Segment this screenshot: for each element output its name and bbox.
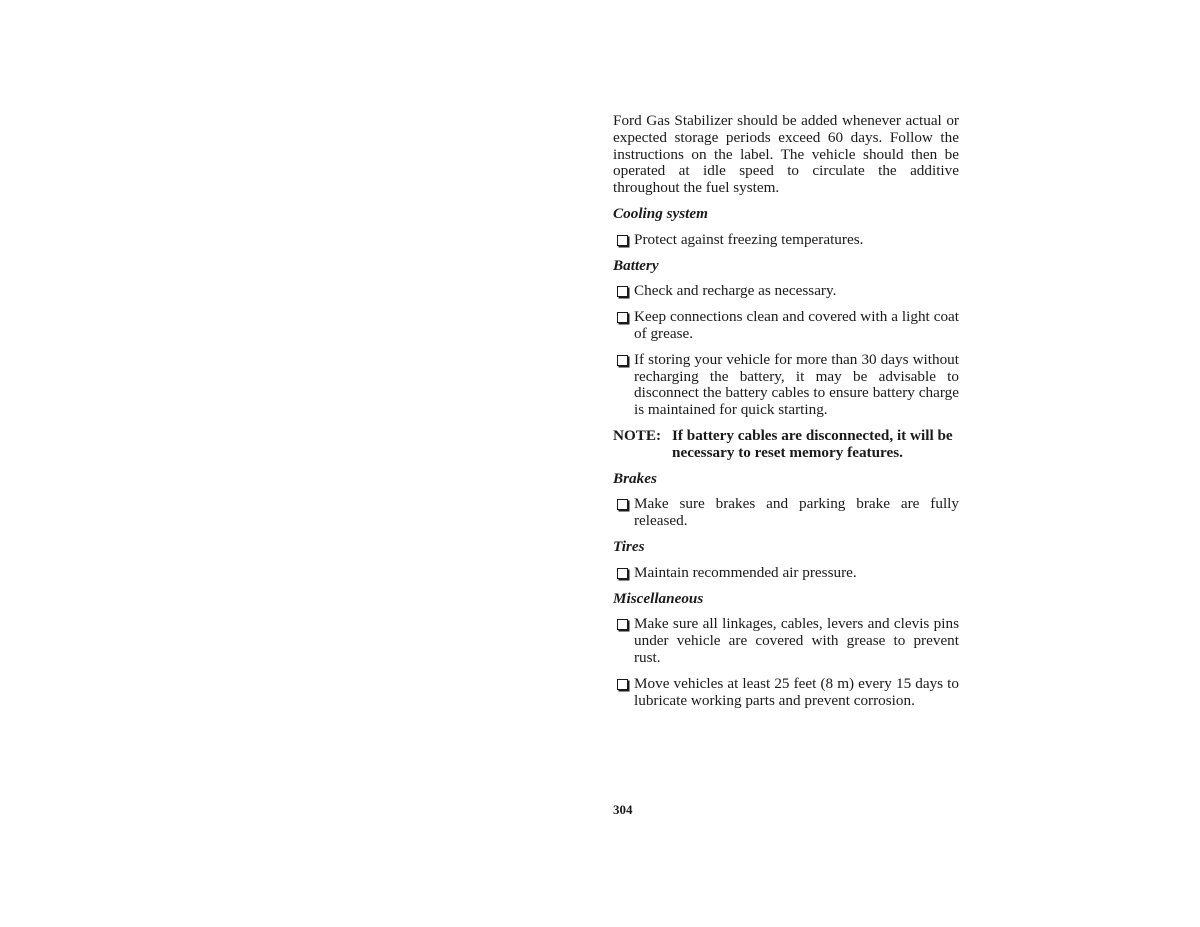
checkbox-bullet-icon	[617, 568, 628, 579]
list-item-text: Move vehicles at least 25 feet (8 m) every 15 days to lubricate working parts and prevent corrosion.	[634, 674, 959, 709]
checkbox-bullet-icon	[617, 499, 628, 510]
miscellaneous-heading: Miscellaneous	[613, 589, 704, 607]
checkbox-bullet-icon	[617, 286, 628, 297]
checkbox-bullet-icon	[617, 355, 628, 366]
page-number: 304	[613, 802, 633, 817]
battery-heading: Battery	[613, 256, 659, 274]
list-item-text: Keep connections clean and covered with a light coat of grease.	[634, 308, 959, 342]
list-item	[613, 616, 959, 666]
checkbox-bullet-icon	[617, 679, 628, 690]
note-text: If battery cables are disconnected, it will be necessary to reset memory features.	[672, 426, 953, 461]
checkbox-bullet-icon	[617, 235, 628, 246]
list-item-text: Protect against freezing temperatures.	[634, 230, 864, 248]
list-item	[613, 496, 959, 530]
brakes-heading: Brakes	[613, 469, 657, 487]
cooling-system-heading: Cooling system	[613, 204, 708, 222]
intro-paragraph: Ford Gas Stabilizer should be added whenever actual or expected storage periods exceed 60 days. Follow the instructions on the label. The vehicle should then be operated at idle speed to circulate the additive throughout the fuel system.	[613, 112, 959, 197]
tires-heading: Tires	[613, 537, 645, 555]
list-item	[613, 309, 959, 343]
list-item-text: Make sure brakes and parking brake are fully released.	[634, 495, 959, 530]
list-item-text: Check and recharge as necessary.	[634, 282, 837, 300]
battery-note	[613, 428, 959, 462]
list-item	[613, 352, 959, 419]
list-item-text: Make sure all linkages, cables, levers and clevis pins under vehicle are covered with grease to prevent rust.	[634, 615, 959, 666]
list-item	[613, 565, 959, 582]
checkbox-bullet-icon	[617, 619, 628, 630]
note-label: NOTE:	[613, 426, 662, 444]
manual-page-column	[613, 113, 959, 718]
list-item	[613, 283, 959, 300]
list-item	[613, 676, 959, 710]
list-item-text: If storing your vehicle for more than 30 days without recharging the battery, it may be advisable to disconnect the battery cables to ensure battery charge is maintained for quick starting.	[634, 350, 959, 419]
list-item-text: Maintain recommended air pressure.	[634, 563, 857, 581]
list-item	[613, 232, 959, 249]
checkbox-bullet-icon	[617, 312, 628, 323]
